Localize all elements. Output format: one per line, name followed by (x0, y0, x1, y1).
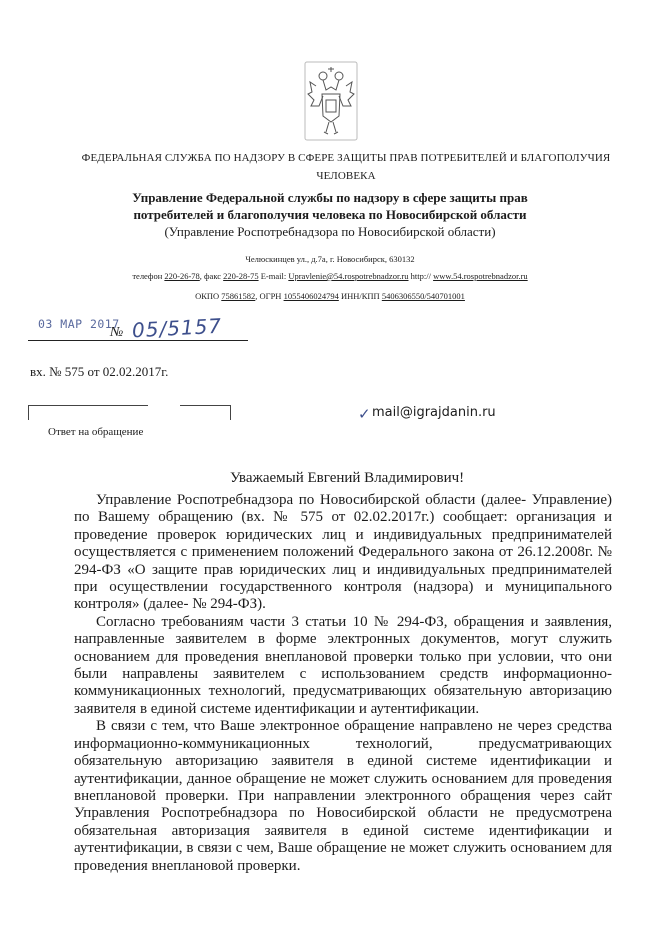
greeting: Уважаемый Евгений Владимирович! (230, 470, 465, 486)
email-prefix: E-mail: (258, 271, 289, 281)
okpo-prefix: ОКПО (195, 291, 222, 301)
subject-bracket-left (28, 405, 148, 406)
agency-name-line-1: ФЕДЕРАЛЬНАЯ СЛУЖБА ПО НАДЗОРУ В СФЕРЕ ЗАЩИТЫ ПРАВ ПОТРЕБИТЕЛЕЙ И БЛАГОПОЛУЧИЯ (81, 152, 611, 164)
recipient-email: mail@igrajdanin.ru (372, 405, 496, 420)
phone-prefix: телефон (132, 271, 165, 281)
redacted-area (374, 338, 614, 366)
postal-address: Челюскинцев ул., д.7а, г. Новосибирск, 630132 (245, 254, 415, 264)
department-name-line-1: Управление Федеральной службы по надзору в сфере защиты прав (132, 190, 528, 205)
checkmark-icon: ✓ (358, 405, 371, 423)
ogrn-prefix: , ОГРН (255, 291, 284, 301)
outgoing-number-label: № (110, 325, 124, 340)
body-paragraph-1: Управление Роспотребнадзора по Новосибирской области (далее- Управление) по Вашему обращению (вх. № 575 от 02.02.2017г.) сообщает: организация и проведение проверок юридических лиц и индивидуальных предпринимателей осуществляется с применением положений Федерального закона от 26.12.2008г. № 294-ФЗ «О защите прав юридических лиц и индивидуальных предпринимателей при осуществлении государственного контроля (надзора) и муниципального контроля» (далее- № 294-ФЗ). (74, 492, 612, 613)
body-paragraph-3: В связи с тем, что Ваше электронное обращение направлено не через средства информационно-коммуникационных технологий, предусматривающих обязательную авторизацию заявителя в единой системе идентификации и аутентификации, данное обращение не может служить основанием для проведения внеплановой проверки. При направлении электронного обращения через сайт Управления Роспотребнадзора по Новосибирской области не предусмотрена обязательная авторизация заявителя в единой системе идентификации и аутентификации, в связи с чем, Ваше обращение не может служить основанием для проведения внеплановой проверки. (74, 718, 612, 874)
http-prefix: http:// (408, 271, 434, 281)
subject-line: Ответ на обращение (48, 426, 144, 438)
department-short-name: (Управление Роспотребнадзора по Новосибирской области) (164, 224, 496, 239)
subject-bracket-left-corner (28, 405, 41, 420)
department-name-line-2: потребителей и благополучия человека по Новосибирской области (133, 207, 527, 222)
date-stamp: 03 МАР 2017 (38, 317, 120, 331)
registration-codes (60, 291, 600, 301)
fax-prefix: , факс (199, 271, 224, 281)
handwritten-outgoing-number: 05/5157 (131, 313, 223, 343)
contact-line (60, 271, 600, 281)
subject-bracket-right-corner (218, 405, 231, 420)
fax-number: 220-28-75 (223, 271, 259, 281)
ogrn-code: 1055406024794 (283, 291, 339, 301)
agency-website-link[interactable]: www.54.rospotrebnadzor.ru (433, 271, 528, 281)
agency-email-link[interactable]: Upravlenie@54.rospotrebnadzor.ru (288, 271, 409, 281)
agency-name-line-2: ЧЕЛОВЕКА (316, 170, 376, 182)
body-paragraph-2: Согласно требованиям части 3 статьи 10 № 294-ФЗ, обращения и заявления, направленные заявителем в форме электронных документов, могут служить основанием для проведения внеплановой проверки только при условии, что они были направлены заявителем с использованием средств информационно-коммуникационных технологий, предусматривающих обязательную авторизацию заявителя в единой системе идентификации и аутентификации. (74, 613, 612, 717)
letter-body (74, 492, 612, 875)
okpo-code: 75861582 (221, 291, 256, 301)
incoming-reference: вх. № 575 от 02.02.2017г. (30, 364, 169, 379)
phone-number: 220-26-78 (164, 271, 200, 281)
inn-kpp-code: 5406306550/540701001 (381, 291, 465, 301)
russian-coat-of-arms-icon (302, 60, 360, 142)
inn-prefix: ИНН/КПП (338, 291, 382, 301)
